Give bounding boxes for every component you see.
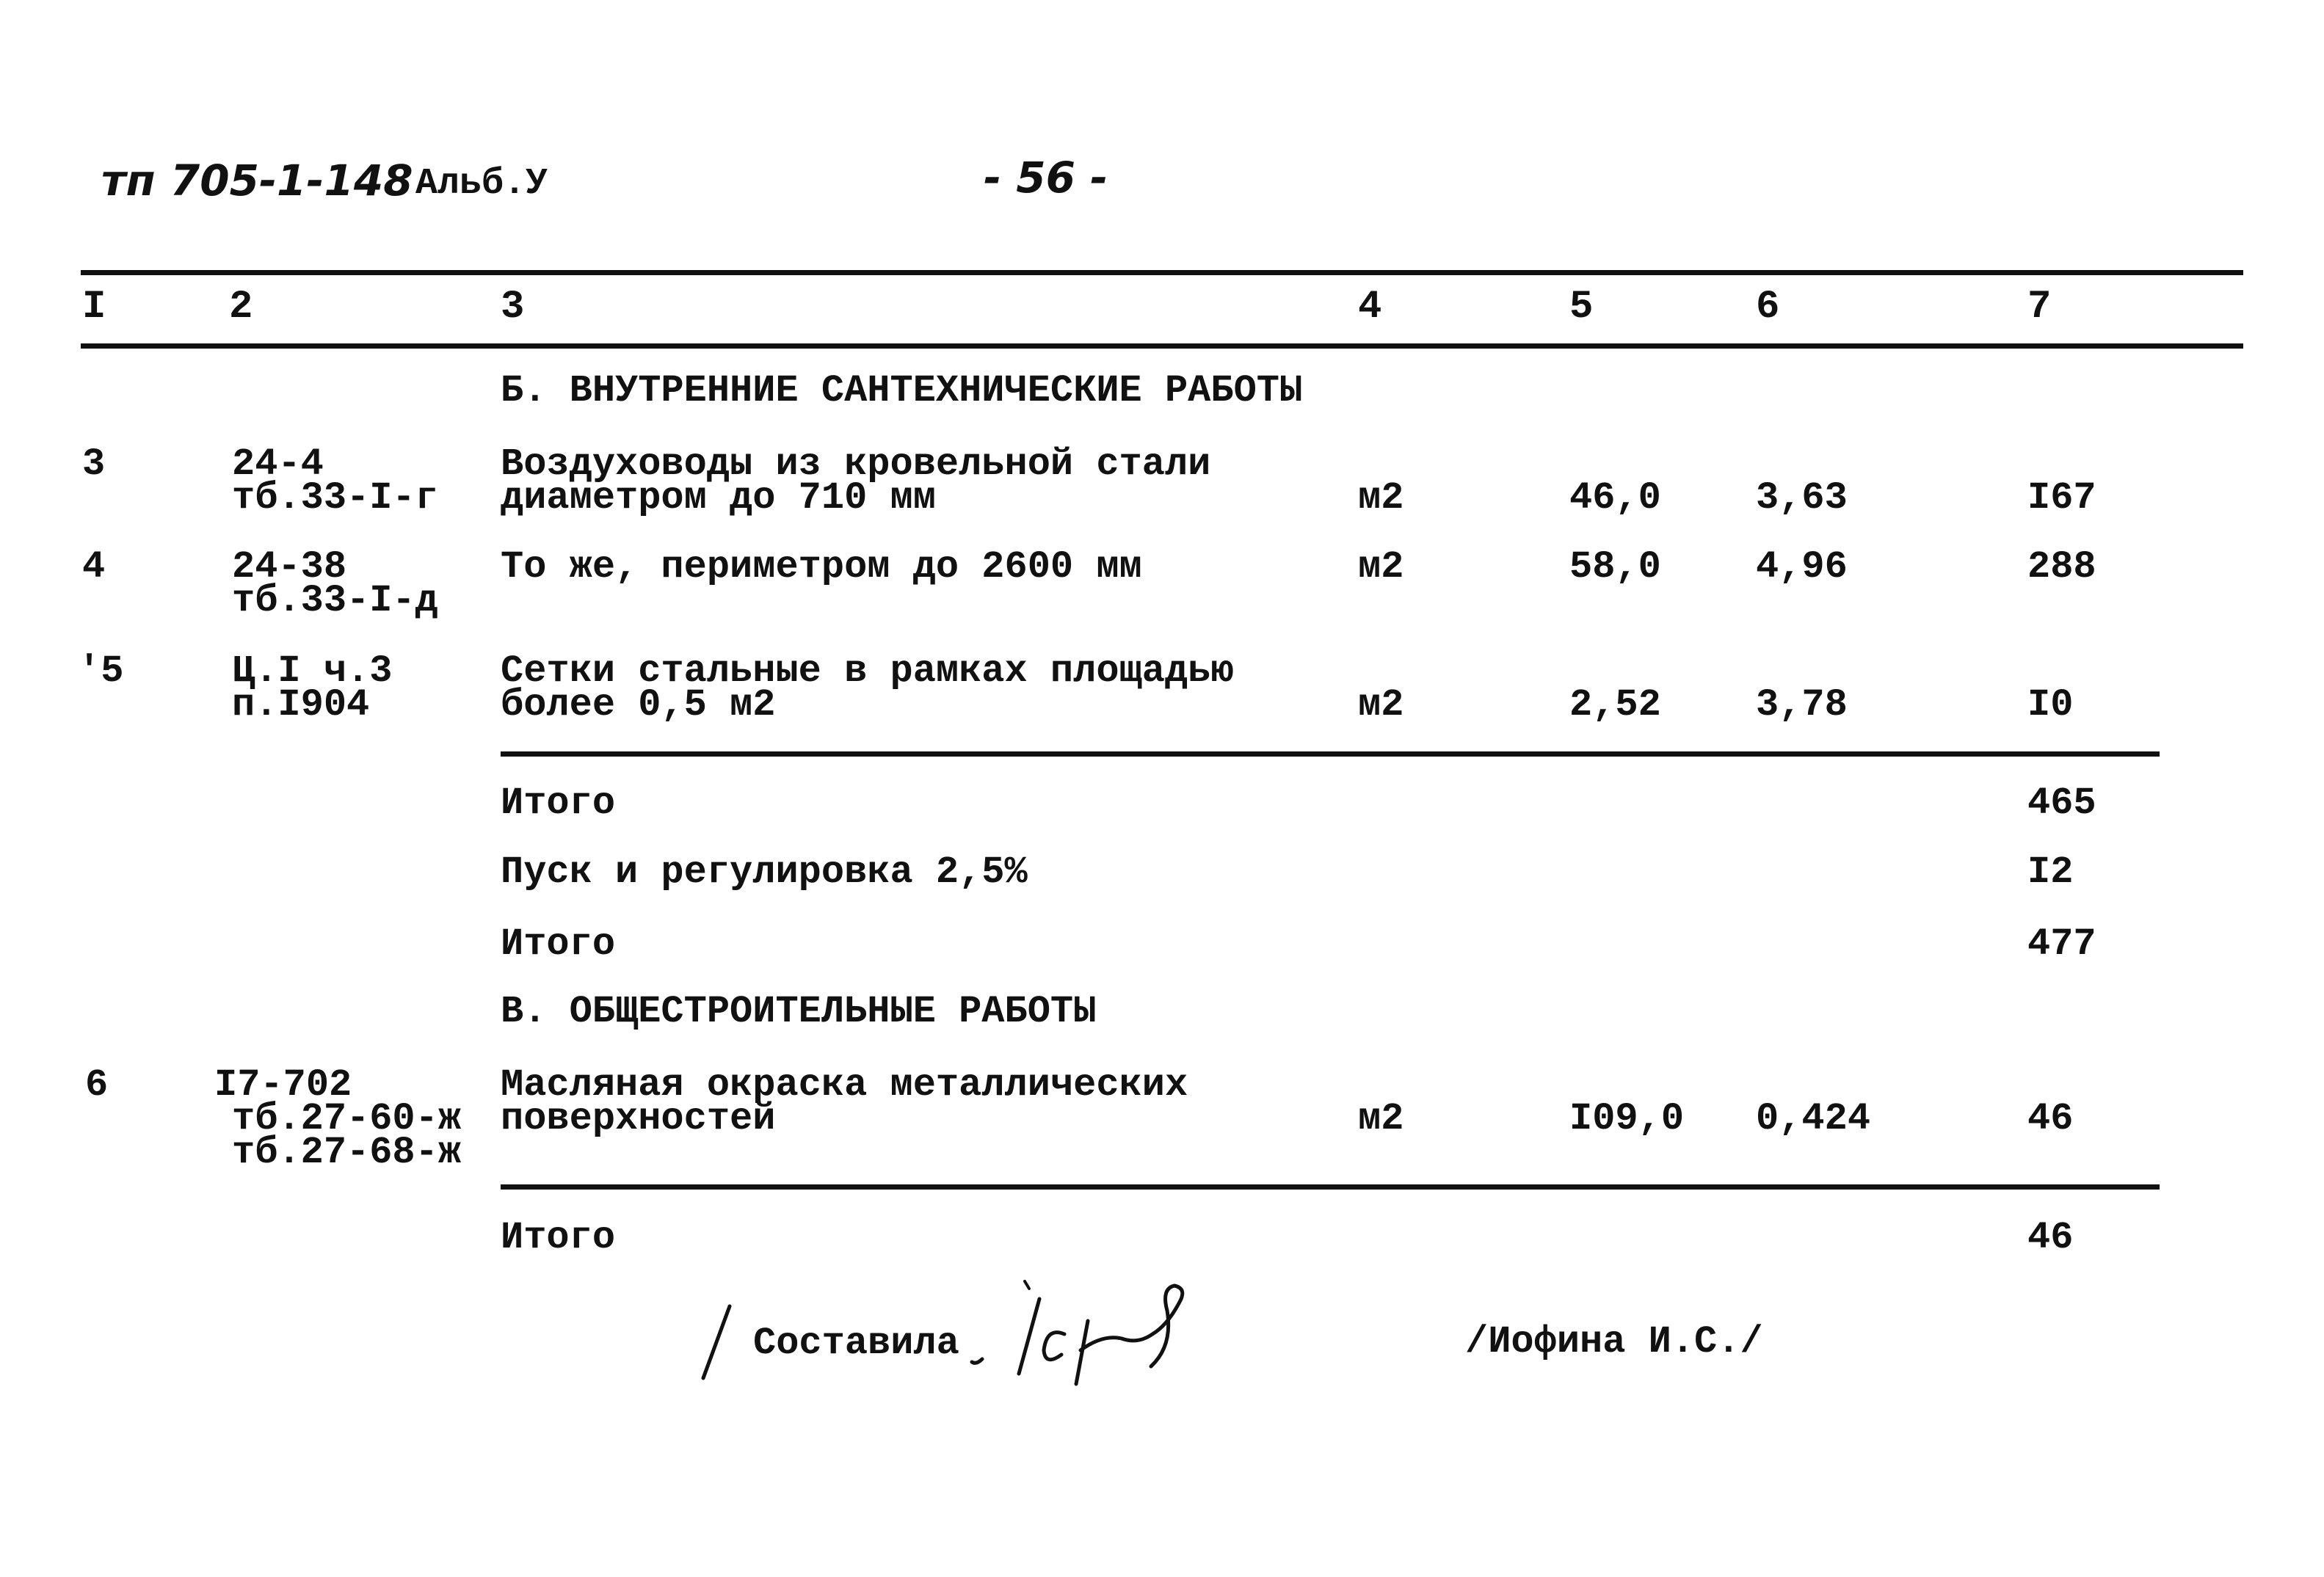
row-description-line: диаметром до 710 мм [501, 476, 936, 520]
row-quantity: I09,0 [1569, 1097, 1685, 1140]
column-header-4: 4 [1358, 285, 1382, 329]
column-header-2: 2 [229, 285, 253, 329]
section-title: Б. ВНУТРЕННИЕ САНТЕХНИЧЕСКИЕ РАБОТЫ [501, 369, 1303, 412]
album-label: Альб.У [415, 163, 548, 205]
summary-label: Итого [501, 782, 616, 825]
page-number: - 56 - [984, 153, 1108, 203]
row-total: 288 [2027, 545, 2096, 589]
row-description-line: поверхностей [501, 1097, 776, 1140]
summary-value: 465 [2027, 782, 2096, 825]
summary-label: Итого [501, 922, 616, 966]
column-header-7: 7 [2027, 285, 2052, 329]
row-quantity: 2,52 [1569, 683, 1661, 726]
row-code-line: тб.27-60-ж [232, 1097, 462, 1140]
row-code-line: 24-4 [232, 442, 324, 486]
row-total: 46 [2027, 1097, 2074, 1140]
row-total: I67 [2027, 476, 2096, 520]
slash-mark [697, 1302, 734, 1383]
summary-value: 477 [2027, 922, 2096, 966]
row-code-line: тб.33-I-д [232, 579, 438, 622]
compiler-name: /Иофина И.С./ [1465, 1320, 1763, 1363]
document-code-prefix: тп [101, 156, 156, 205]
row-code-line: тб.27-68-ж [232, 1131, 462, 1174]
column-header-5: 5 [1569, 285, 1594, 329]
row-code-line: Ц.I ч.3 [232, 649, 393, 693]
row-unit: м2 [1358, 545, 1404, 589]
column-header-6: 6 [1756, 285, 1780, 329]
summary-label: Пуск и регулировка 2,5% [501, 851, 1028, 894]
row-quantity: 46,0 [1569, 476, 1661, 520]
row-code-line: тб.33-I-г [232, 476, 438, 520]
handwritten-signature [962, 1277, 1211, 1394]
row-description-line: Сетки стальные в рамках площадью [501, 649, 1234, 693]
row-unit: м2 [1358, 683, 1404, 726]
compiled-by-label: Составила [753, 1322, 959, 1365]
row-description-line: То же, периметром до 2600 мм [501, 545, 1142, 589]
summary-value: 46 [2027, 1216, 2074, 1259]
row-unit-price: 0,424 [1756, 1097, 1871, 1140]
summary-value: I2 [2027, 851, 2074, 894]
summary-label: Итого [501, 1216, 616, 1259]
document-code [101, 156, 413, 205]
header-bottom-rule [81, 343, 2243, 349]
column-header-3: 3 [501, 285, 525, 329]
row-unit: м2 [1358, 476, 1404, 520]
row-number: 3 [82, 442, 106, 486]
row-code-line: п.I904 [232, 683, 370, 726]
row-unit-price: 3,63 [1756, 476, 1848, 520]
row-number: 4 [82, 545, 106, 589]
row-unit-price: 4,96 [1756, 545, 1848, 589]
column-header-1: I [82, 285, 106, 329]
row-code-line: I7-702 [214, 1063, 352, 1107]
row-unit-price: 3,78 [1756, 683, 1848, 726]
row-number: 6 [85, 1063, 109, 1107]
subtotal-rule [501, 751, 2160, 757]
document-code-number: 705-1-148 [170, 156, 413, 205]
subtotal-rule [501, 1184, 2160, 1190]
row-description-line: Масляная окраска металлических [501, 1063, 1188, 1107]
row-quantity: 58,0 [1569, 545, 1661, 589]
section-title: В. ОБЩЕСТРОИТЕЛЬНЫЕ РАБОТЫ [501, 990, 1097, 1033]
row-code-line: 24-38 [232, 545, 347, 589]
row-unit: м2 [1358, 1097, 1404, 1140]
row-description-line: Воздуховоды из кровельной стали [501, 442, 1211, 486]
row-total: I0 [2027, 683, 2074, 726]
header-top-rule [81, 270, 2243, 275]
row-number: '5 [78, 649, 124, 693]
row-description-line: более 0,5 м2 [501, 683, 776, 726]
